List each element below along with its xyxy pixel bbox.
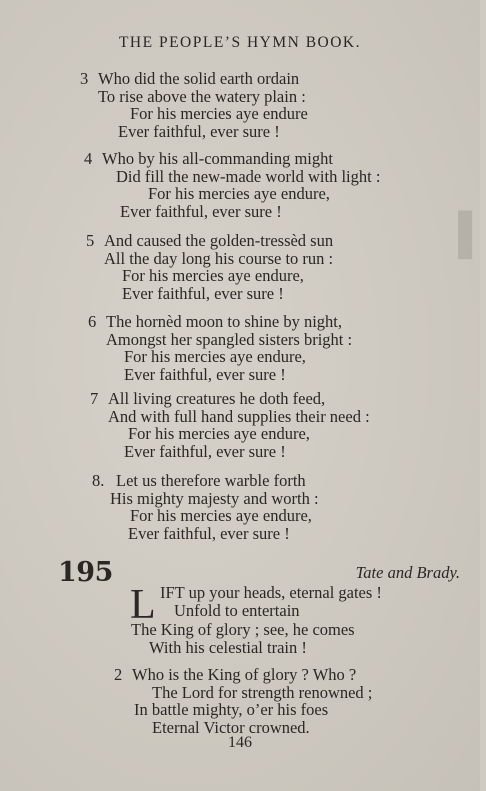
hymn-verse-2 xyxy=(114,666,372,736)
verse-5 xyxy=(86,232,333,302)
verse-line: To rise above the watery plain : xyxy=(98,86,306,106)
verse-line: The Lord for strength renowned ; xyxy=(152,682,373,702)
verse-line: For his mercies aye endure, xyxy=(122,266,304,285)
verse-line: And with full hand supplies their need : xyxy=(108,406,370,426)
verse-line: Ever faithful, ever sure ! xyxy=(118,121,280,141)
verse-line: Eternal Victor crowned. xyxy=(152,717,310,737)
verse-line: And caused the golden-tressèd sun xyxy=(104,231,334,250)
verse-number: 7 xyxy=(90,389,99,408)
verse-line: Who by his all-commanding might xyxy=(102,149,333,168)
verse-line: For his mercies aye endure, xyxy=(124,347,306,366)
verse-number: 8. xyxy=(92,471,105,490)
verse-line: The hornèd moon to shine by night, xyxy=(106,312,343,331)
hymn-author: Tate and Brady. xyxy=(355,563,460,582)
verse-line: All the day long his course to run : xyxy=(104,248,334,268)
verse-line: Unfold to entertain xyxy=(174,600,300,620)
verse-line: Who is the King of glory ? Who ? xyxy=(132,665,357,684)
verse-number: 2 xyxy=(114,665,123,684)
verse-number: 6 xyxy=(88,312,97,331)
verse-4 xyxy=(84,150,380,220)
show-through-smudge: ▌ xyxy=(458,211,486,256)
verse-line: Ever faithful, ever sure ! xyxy=(122,283,284,303)
verse-line: IFT up your heads, eternal gates ! xyxy=(160,583,382,602)
verse-line: Ever faithful, ever sure ! xyxy=(124,441,286,461)
hymn-verse-1-first-lines xyxy=(160,584,382,619)
verse-line: Amongst her spangled sisters bright : xyxy=(106,329,353,349)
verse-line: Did fill the new-made world with light : xyxy=(116,166,381,186)
verse-3 xyxy=(80,70,308,140)
hymn-number: 195 xyxy=(58,557,113,588)
verse-line: All living creatures he doth feed, xyxy=(108,389,326,408)
verse-line: Ever faithful, ever sure ! xyxy=(124,364,286,384)
verse-line: With his celestial train ! xyxy=(149,637,307,657)
verse-line: Ever faithful, ever sure ! xyxy=(120,201,282,221)
verse-number: 3 xyxy=(80,69,89,88)
verse-line: For his mercies aye endure, xyxy=(130,506,312,525)
drop-cap: L xyxy=(130,582,156,628)
verse-number: 4 xyxy=(84,149,93,168)
verse-line: The King of glory ; see, he comes xyxy=(131,620,355,639)
verse-line: For his mercies aye endure, xyxy=(128,424,310,443)
verse-line: Let us therefore warble forth xyxy=(116,471,306,490)
verse-line: For his mercies aye endure xyxy=(130,104,308,123)
page-number: 146 xyxy=(228,734,252,751)
verse-6 xyxy=(88,313,352,383)
verse-8 xyxy=(92,472,319,542)
verse-number: 5 xyxy=(86,231,95,250)
verse-line: For his mercies aye endure, xyxy=(148,184,330,203)
verse-line: Who did the solid earth ordain xyxy=(98,69,300,88)
verse-line: In battle mighty, o’er his foes xyxy=(134,700,329,719)
running-header: THE PEOPLE’S HYMN BOOK. xyxy=(118,34,362,51)
verse-line: Ever faithful, ever sure ! xyxy=(128,523,290,543)
verse-7 xyxy=(90,390,370,460)
verse-line: His mighty majesty and worth : xyxy=(110,488,319,508)
hymn-verse-1-last-lines xyxy=(131,621,355,656)
